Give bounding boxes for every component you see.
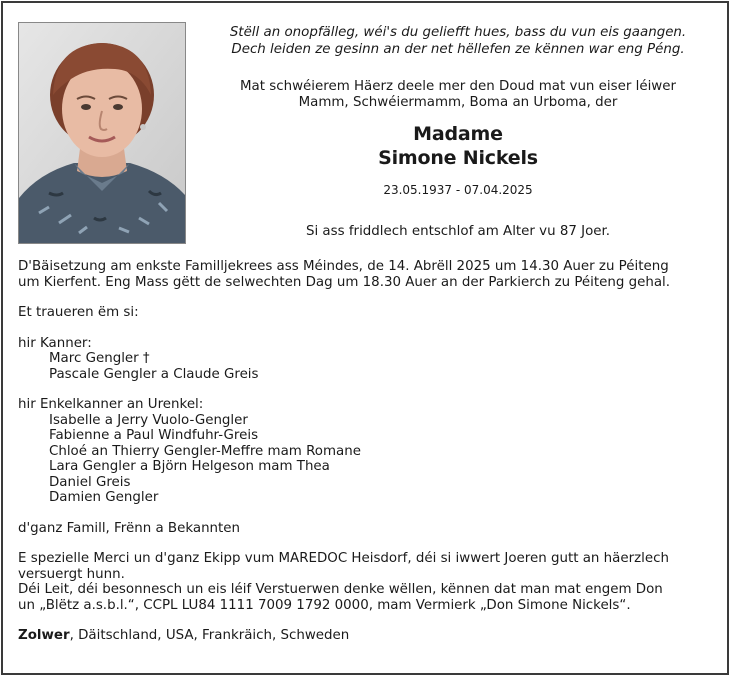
intro-line: Mat schwéierem Häerz deele mer den Doud mat vun eiser léiwer	[240, 79, 676, 94]
children-list	[18, 351, 710, 382]
quote-line: Stëll an onopfälleg, wéi's du geliefft hues, bass du vun eis gaangen.	[229, 25, 687, 40]
location-town: Zolwer	[18, 628, 70, 643]
thanks-text	[18, 551, 710, 613]
location-line	[18, 628, 710, 644]
list-item: Lara Gengler a Björn Helgeson mam Thea	[49, 459, 330, 474]
intro-line: Mamm, Schwéiermamm, Boma an Urboma, der	[298, 95, 618, 110]
memorial-quote	[196, 24, 720, 58]
thanks-line: Déi Leit, déi besonnesch un eis léif Verstuerwen denke wëllen, kënnen dat man mat engem Don	[18, 582, 663, 597]
thanks-line: un „Blëtz a.s.b.l.“, CCPL LU84 1111 7009 1792 0000, mam Vermierk „Don Simone Nickels“.	[18, 597, 631, 613]
quote-line: Dech leiden ze gesinn an der net hëllefen ze kënnen war eng Péng.	[231, 42, 685, 57]
list-item: Daniel Greis	[49, 474, 131, 490]
life-dates: 23.05.1937 - 07.04.2025	[383, 183, 533, 197]
grandchildren-heading: hir Enkelkanner an Urenkel:	[18, 397, 204, 412]
funeral-details	[18, 259, 710, 290]
list-item: Fabienne a Paul Windfuhr-Greis	[49, 428, 259, 443]
name-title: Madame	[413, 123, 503, 145]
portrait-photo	[18, 22, 186, 244]
children-heading: hir Kanner:	[18, 335, 92, 351]
list-item: Chloé an Thierry Gengler-Meffre mam Romane	[49, 443, 361, 459]
mourners-intro: Et traueren ëm si:	[18, 305, 139, 320]
funeral-line: um Kierfent. Eng Mass gëtt de selwechten Dag um 18.30 Auer an der Parkierch zu Péiteng gehal.	[18, 274, 671, 290]
list-item: Damien Gengler	[49, 490, 159, 505]
location-rest: , Däitschland, USA, Frankräich, Schweden	[69, 628, 350, 643]
thanks-line: E spezielle Merci un d'ganz Ekipp vum MAREDOC Heisdorf, déi si iwwert Joeren gutt an häerzlech	[18, 551, 669, 566]
family-friends: d'ganz Famill, Frënn a Bekannten	[18, 520, 241, 536]
list-item: Marc Gengler †	[49, 351, 150, 366]
peaceful-statement: Si ass friddlech entschlof am Alter vu 87 Joer.	[305, 224, 611, 239]
list-item: Pascale Gengler a Claude Greis	[49, 366, 259, 382]
list-item: Isabelle a Jerry Vuolo-Gengler	[49, 412, 248, 428]
thanks-line: versuergt hunn.	[18, 566, 125, 582]
funeral-line: D'Bäisetzung am enkste Familljekrees ass Méindes, de 14. Abrëll 2025 um 14.30 Auer zu Péiteng	[18, 259, 669, 274]
deceased-name	[196, 122, 720, 170]
announcement-intro	[196, 79, 720, 111]
obituary-body	[18, 259, 710, 644]
grandchildren-list	[18, 413, 710, 506]
name-full: Simone Nickels	[378, 147, 538, 169]
